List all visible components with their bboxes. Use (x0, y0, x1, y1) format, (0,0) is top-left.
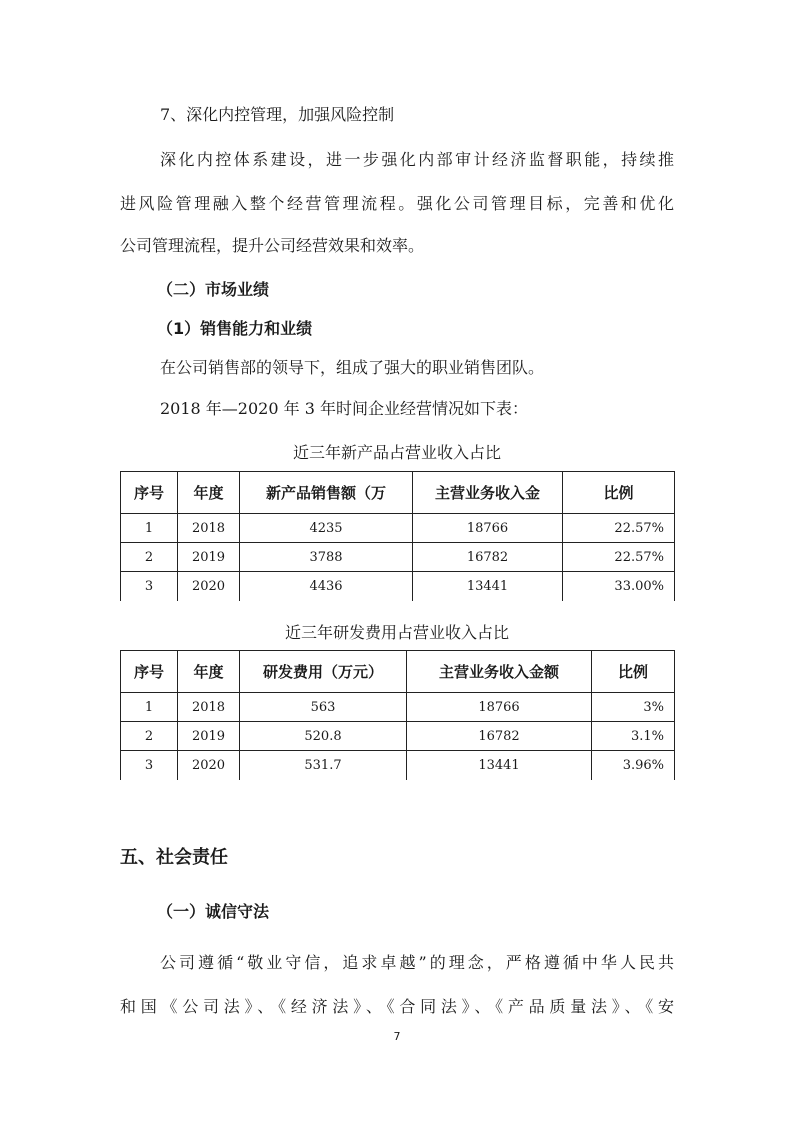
rd-expense-table (120, 650, 675, 780)
table-row (121, 722, 675, 751)
table-cell: 13441 (413, 572, 563, 602)
table-row (121, 693, 675, 722)
table-cell: 563 (240, 693, 407, 722)
table-caption: 近三年研发费用占营业收入占比 (284, 623, 509, 642)
table-row (121, 751, 675, 781)
column-header: 新产品销售额（万 (240, 472, 413, 514)
table-cell: 4235 (240, 514, 413, 543)
table-cell: 22.57% (563, 514, 675, 543)
table-cell: 2019 (178, 722, 240, 751)
table-cell: 33.00% (563, 572, 675, 602)
table-cell: 2018 (178, 693, 240, 722)
column-header: 比例 (563, 472, 675, 514)
column-header: 主营业务收入金额 (407, 651, 592, 693)
table-header-row (121, 651, 675, 693)
table-cell: 16782 (413, 543, 563, 572)
table-cell: 18766 (413, 514, 563, 543)
table-cell: 1 (121, 514, 178, 543)
column-header: 研发费用（万元） (240, 651, 407, 693)
table-cell: 2019 (178, 543, 240, 572)
table-cell: 22.57% (563, 543, 675, 572)
table-cell: 2 (121, 543, 178, 572)
table-cell: 16782 (407, 722, 592, 751)
column-header: 序号 (121, 472, 178, 514)
table-cell: 531.7 (240, 751, 407, 781)
column-header: 年度 (178, 472, 240, 514)
table-cell: 2018 (178, 514, 240, 543)
section-heading-risk-control: 7、深化内控管理，加强风险控制 (160, 105, 395, 124)
table-cell: 3.96% (592, 751, 675, 781)
section-heading-social: 五、社会责任 (120, 847, 228, 868)
section-heading-market: （二）市场业绩 (157, 280, 270, 299)
table-cell: 13441 (407, 751, 592, 781)
new-product-revenue-table (120, 471, 675, 601)
column-header: 主营业务收入金 (413, 472, 563, 514)
column-header: 序号 (121, 651, 178, 693)
table-row (121, 572, 675, 602)
table-cell: 3788 (240, 543, 413, 572)
paragraph-line: 公司遵循“敬业守信，追求卓越”的理念，严格遵循中华人民共 (160, 953, 674, 972)
paragraph-line: 进风险管理融入整个经营管理流程。强化公司管理目标，完善和优化 (120, 194, 674, 213)
table-cell: 2 (121, 722, 178, 751)
table-cell: 3.1% (592, 722, 675, 751)
table-row (121, 514, 675, 543)
table-cell: 4436 (240, 572, 413, 602)
table-row (121, 543, 675, 572)
paragraph-line: 和国《公司法》、《经济法》、《合同法》、《产品质量法》、《安 (120, 997, 674, 1016)
page-number: 7 (393, 1030, 401, 1043)
table-caption: 近三年新产品占营业收入占比 (292, 443, 501, 462)
table-cell: 2020 (178, 572, 240, 602)
table-cell: 2020 (178, 751, 240, 781)
table-cell: 1 (121, 693, 178, 722)
table-cell: 520.8 (240, 722, 407, 751)
table-cell: 3 (121, 751, 178, 781)
table-cell: 3% (592, 693, 675, 722)
column-header: 年度 (178, 651, 240, 693)
table-cell: 3 (121, 572, 178, 602)
table-header-row (121, 472, 675, 514)
paragraph-line: 在公司销售部的领导下，组成了强大的职业销售团队。 (160, 358, 545, 377)
subsection-heading-sales: （1）销售能力和业绩 (157, 319, 313, 338)
paragraph-line: 2018 年—2020 年 3 年时间企业经营情况如下表： (160, 399, 528, 418)
subsection-heading-integrity: （一）诚信守法 (157, 902, 270, 921)
table-cell: 18766 (407, 693, 592, 722)
paragraph-line: 深化内控体系建设，进一步强化内部审计经济监督职能，持续推 (160, 150, 674, 169)
column-header: 比例 (592, 651, 675, 693)
paragraph-line: 公司管理流程，提升公司经营效果和效率。 (120, 236, 425, 255)
